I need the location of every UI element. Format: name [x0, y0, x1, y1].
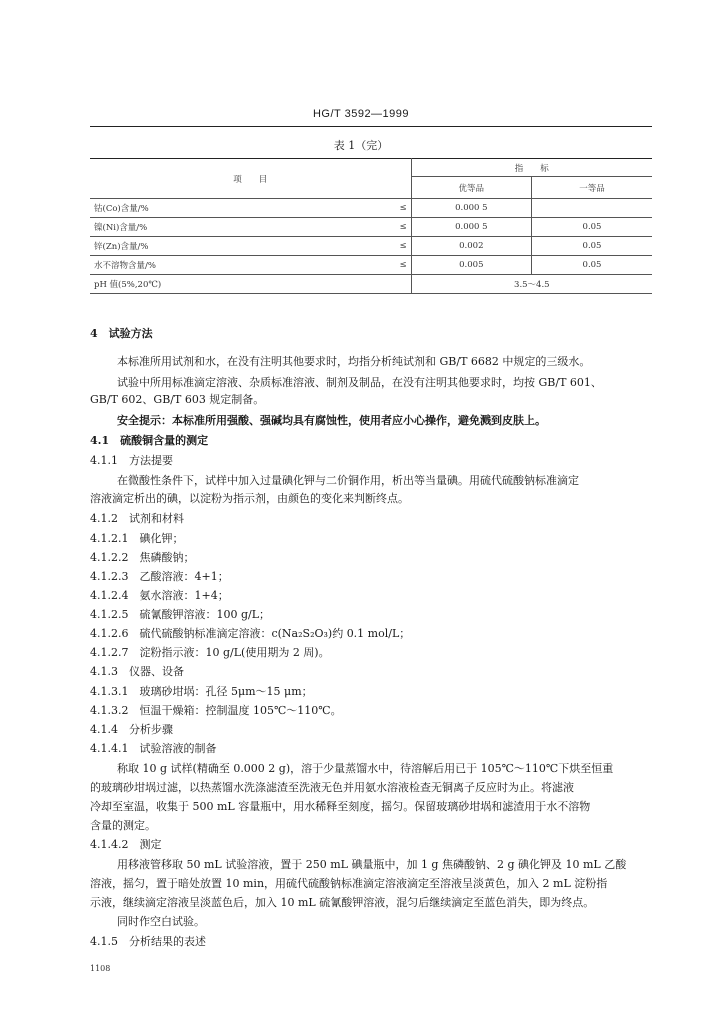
instrument-item: 4.1.3.1 玻璃砂坩埚：孔径 5μm～15 μm； — [90, 685, 313, 698]
reagent-item: 4.1.2.6 硫代硫酸钠标准滴定溶液：c(Na₂S₂O₃)约 0.1 mol/L； — [90, 627, 411, 640]
determination-line: 同时作空白试验。 — [117, 915, 205, 928]
page-number: 1108 — [90, 964, 111, 973]
section-4-1-1-heading: 4.1.1 方法提要 — [90, 454, 173, 467]
method-summary-line-1: 在微酸性条件下，试样中加入过量碘化钾与二价铜作用，析出等当量碘。用硫代硫酸钠标准滴定 — [117, 474, 579, 487]
solution-prep-line: 冷却至室温，收集于 500 mL 容量瓶中，用水稀释至刻度，摇匀。保留玻璃砂坩埚和滤渣用于水不溶物 — [90, 800, 591, 813]
reagent-item: 4.1.2.2 焦磷酸钠； — [90, 551, 195, 564]
col-grade1-header: 优等品 — [411, 177, 531, 199]
row-op: ≤ — [356, 199, 412, 218]
section-4-para-2a: 试验中所用标准滴定溶液、杂质标准溶液、制剂及制品，在没有注明其他要求时，均按 GB/T 601、 — [117, 376, 602, 389]
solution-prep-line: 称取 10 g 试样(精确至 0.000 2 g)，溶于少量蒸馏水中，待溶解后用已于 105℃～110℃下烘至恒重 — [117, 762, 614, 775]
table-row-ph — [90, 275, 652, 294]
section-4-heading: 4 试验方法 — [90, 327, 153, 340]
row-op: ≤ — [356, 218, 412, 237]
section-4-para-1: 本标准所用试剂和水，在没有注明其他要求时，均指分析纯试剂和 GB/T 6682 中规定的三级水。 — [117, 355, 591, 368]
standard-code-header: HG/T 3592—1999 — [312, 108, 410, 120]
table-row — [90, 237, 652, 256]
method-summary-line-2: 溶液滴定析出的碘，以淀粉为指示剂，由颜色的变化来判断终点。 — [90, 492, 409, 505]
table-row — [90, 218, 652, 237]
determination-line: 示液，继续滴定溶液呈淡蓝色后，加入 10 mL 硫氰酸钾溶液，混匀后继续滴定至蓝色消失，即为终点。 — [90, 896, 595, 909]
section-4-1-4-2-heading: 4.1.4.2 测定 — [90, 838, 162, 851]
reagent-item: 4.1.2.1 碘化钾； — [90, 532, 184, 545]
row-item: 锌(Zn)含量/% — [90, 237, 356, 256]
spec-table — [90, 158, 652, 294]
ph-value: 3.5～4.5 — [411, 275, 652, 294]
determination-line: 用移液管移取 50 mL 试验溶液，置于 250 mL 碘量瓶中，加 1 g 焦磷酸钠、2 g 碘化钾及 10 mL 乙酸 — [117, 858, 627, 871]
table-caption: 表 1（完） — [333, 139, 389, 152]
section-4-1-2-heading: 4.1.2 试剂和材料 — [90, 512, 184, 525]
row-item: 钴(Co)含量/% — [90, 199, 356, 218]
section-4-1-3-heading: 4.1.3 仪器、设备 — [90, 665, 184, 678]
row-grade2: 0.05 — [532, 256, 652, 275]
safety-note: 安全提示：本标准所用强酸、强碱均具有腐蚀性，使用者应小心操作，避免溅到皮肤上。 — [117, 414, 546, 427]
header-rule — [90, 126, 652, 127]
section-4-1-4-1-heading: 4.1.4.1 试验溶液的制备 — [90, 742, 217, 755]
solution-prep-line: 含量的测定。 — [90, 819, 156, 832]
section-4-1-4-heading: 4.1.4 分析步骤 — [90, 723, 173, 736]
row-grade2: 0.05 — [532, 237, 652, 256]
table-row — [90, 199, 652, 218]
reagent-item: 4.1.2.4 氨水溶液：1+4； — [90, 589, 229, 602]
determination-line: 溶液，摇匀，置于暗处放置 10 min，用硫代硫酸钠标准滴定溶液滴定至溶液呈淡黄色，加入 2 mL 淀粉指 — [90, 877, 608, 890]
row-op: ≤ — [356, 237, 412, 256]
row-grade1: 0.000 5 — [411, 218, 531, 237]
col-grade2-header: 一等品 — [532, 177, 652, 199]
col-item-header: 项 目 — [90, 159, 411, 199]
row-grade1: 0.002 — [411, 237, 531, 256]
solution-prep-line: 的玻璃砂坩埚过滤，以热蒸馏水洗涤滤渣至洗液无色并用氨水溶液检查无铜离子反应时为止。将滤液 — [90, 781, 574, 794]
row-op: ≤ — [356, 256, 412, 275]
table-row — [90, 256, 652, 275]
row-grade1: 0.000 5 — [411, 199, 531, 218]
section-4-para-2b: GB/T 602、GB/T 603 规定制备。 — [90, 393, 265, 406]
section-4-1-heading: 4.1 硫酸铜含量的测定 — [90, 434, 209, 447]
row-grade2: 0.05 — [532, 218, 652, 237]
row-item: 水不溶物含量/% — [90, 256, 356, 275]
section-4-1-5-heading: 4.1.5 分析结果的表述 — [90, 935, 206, 948]
reagent-item: 4.1.2.3 乙酸溶液：4+1； — [90, 570, 229, 583]
row-item: 镍(Ni)含量/% — [90, 218, 356, 237]
row-grade2 — [532, 199, 652, 218]
col-index-header: 指 标 — [411, 159, 652, 177]
instrument-item: 4.1.3.2 恒温干燥箱：控制温度 105℃～110℃。 — [90, 704, 342, 717]
reagent-item: 4.1.2.7 淀粉指示液：10 g/L(使用期为 2 周)。 — [90, 646, 330, 659]
row-grade1: 0.005 — [411, 256, 531, 275]
ph-item: pH 值(5%,20℃) — [90, 275, 411, 294]
reagent-item: 4.1.2.5 硫氰酸钾溶液：100 g/L； — [90, 608, 271, 621]
